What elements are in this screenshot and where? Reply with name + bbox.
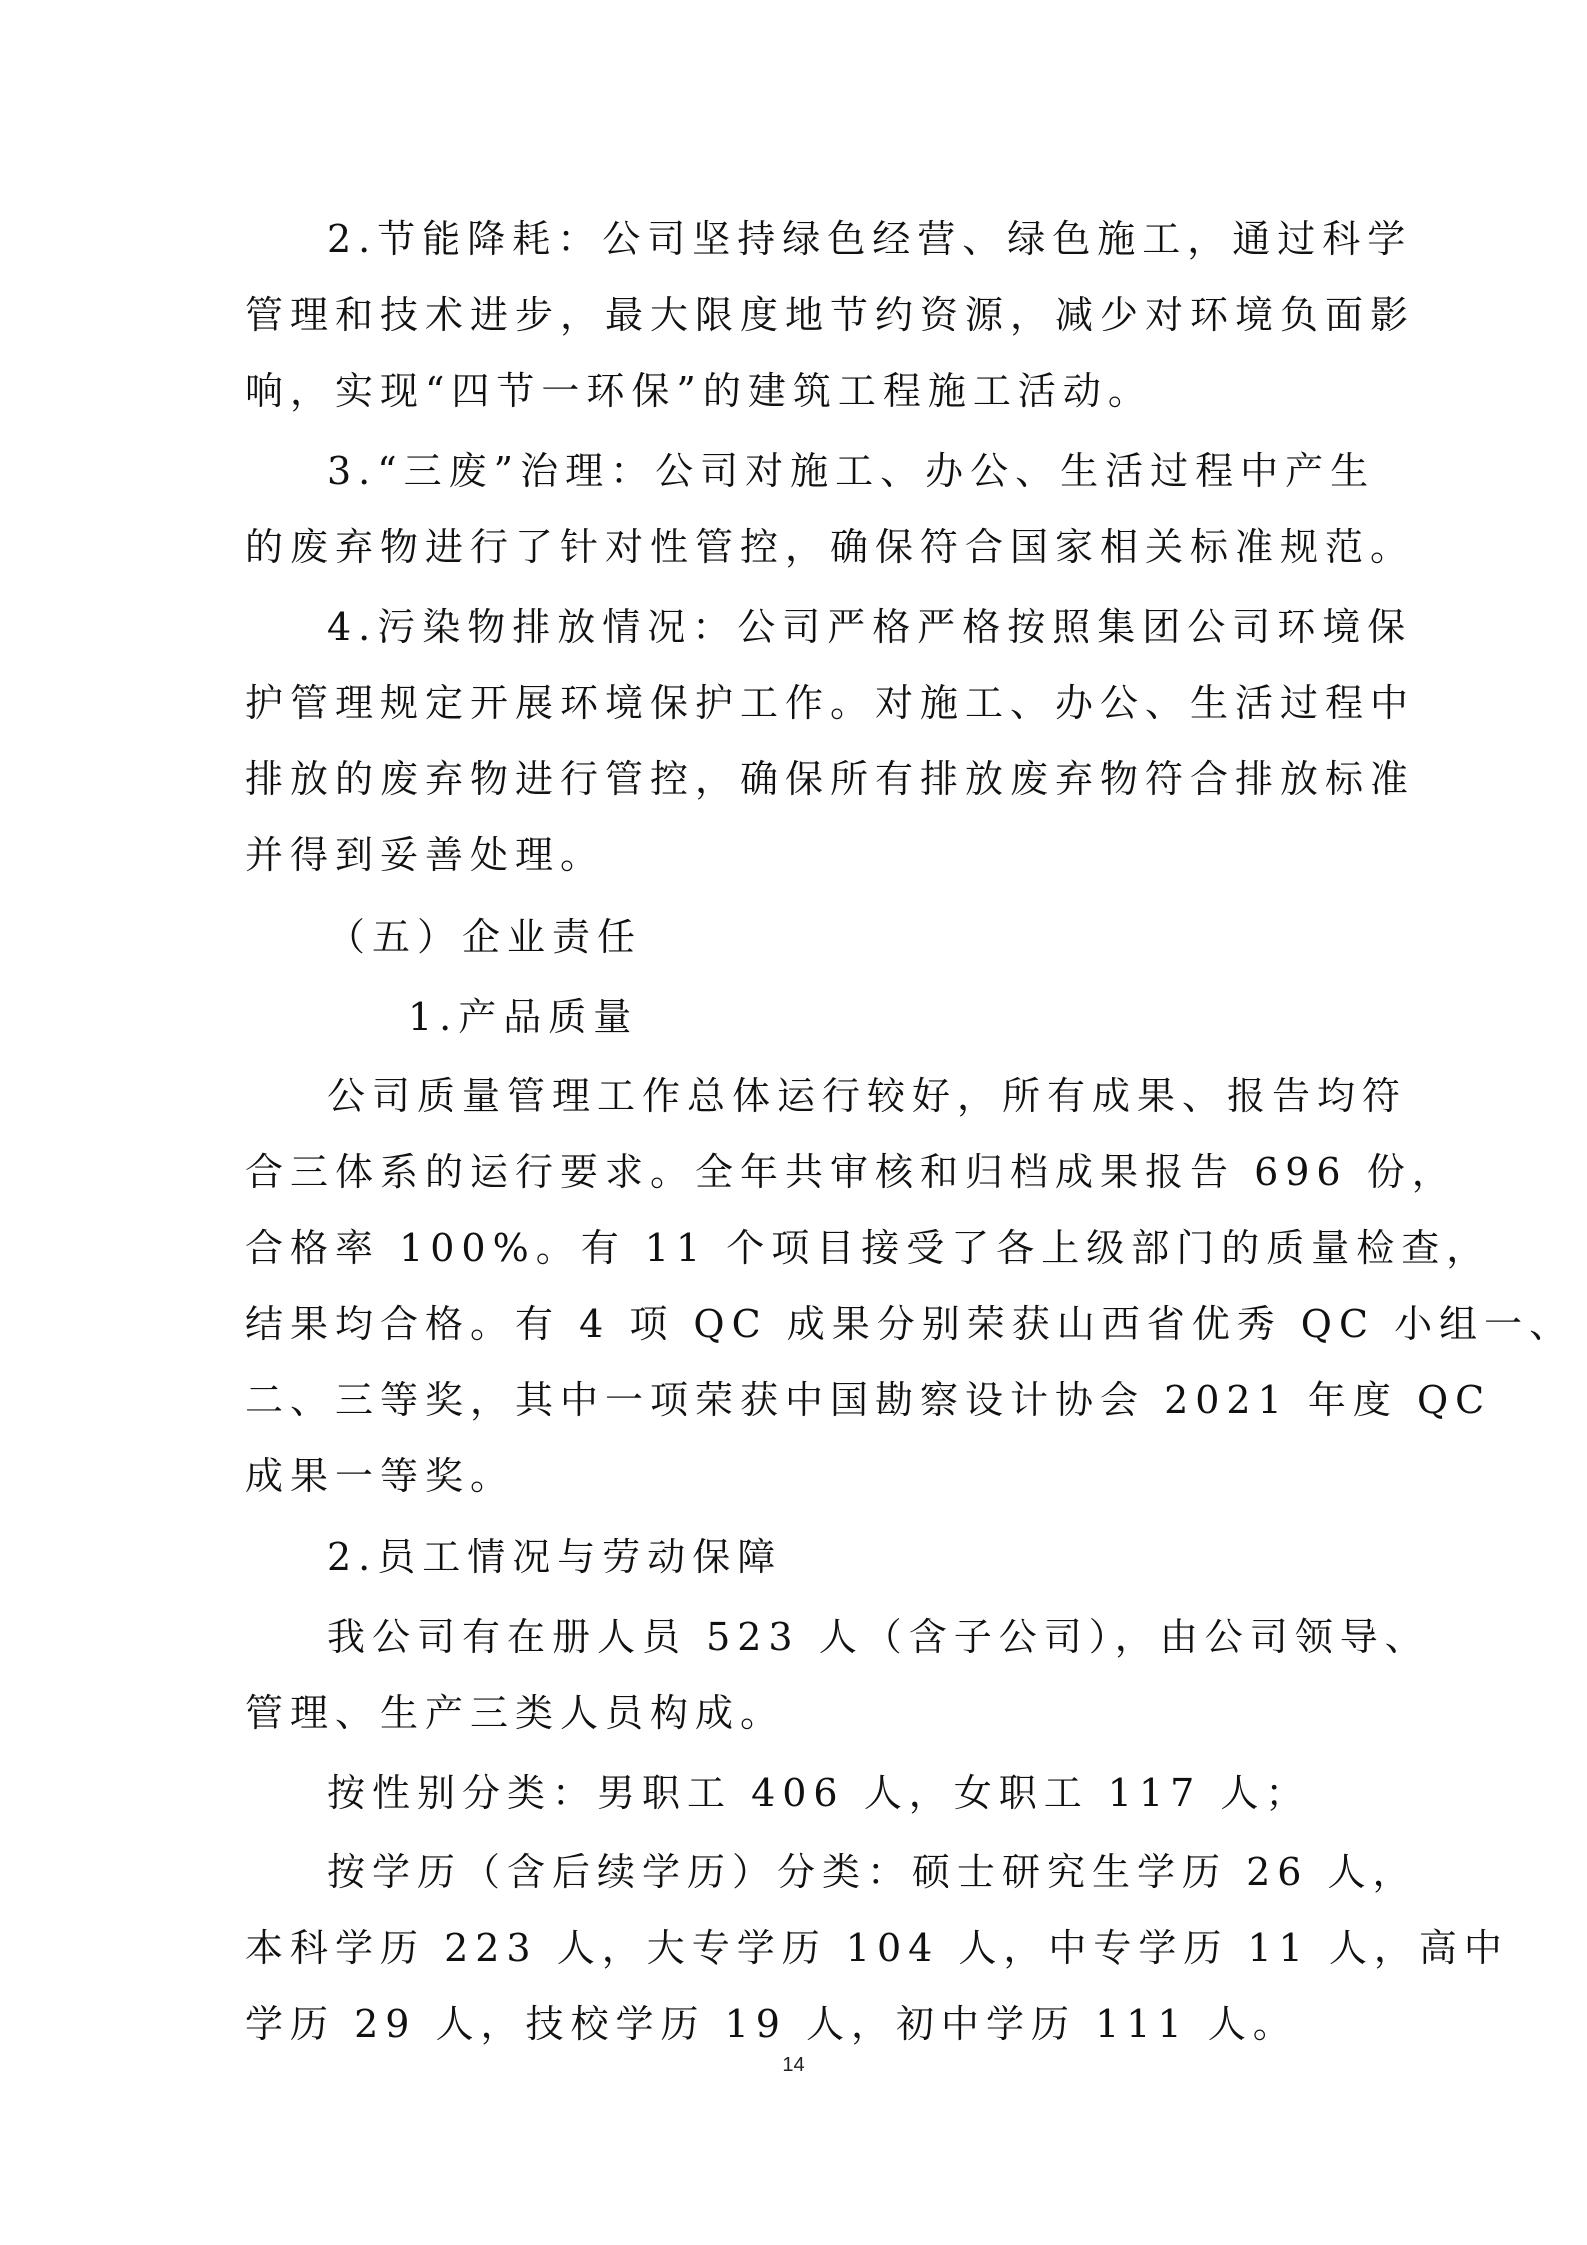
- paragraph-quality-line-1: 公司质量管理工作总体运行较好，所有成果、报告均符: [327, 1074, 1408, 1118]
- paragraph-quality-line-4: 结果均合格。有 4 项 QC 成果分别荣获山西省优秀 QC 小组一、: [245, 1302, 1575, 1346]
- section-heading-corporate-responsibility: （五）企业责任: [327, 915, 643, 959]
- paragraph-waste-line-1: 3.“三废”治理：公司对施工、办公、生活过程中产生: [327, 449, 1376, 493]
- paragraph-education-line-1: 按学历（含后续学历）分类：硕士研究生学历 26 人，: [327, 1850, 1418, 1894]
- paragraph-energy-line-2: 管理和技术进步，最大限度地节约资源，减少对环境负面影: [245, 293, 1416, 337]
- paragraph-energy-line-3: 响，实现“四节一环保”的建筑工程施工活动。: [245, 369, 1153, 413]
- paragraph-education-line-3: 学历 29 人，技校学历 19 人，初中学历 111 人。: [245, 2002, 1298, 2046]
- paragraph-gender-line: 按性别分类：男职工 406 人，女职工 117 人；: [327, 1771, 1311, 1815]
- paragraph-pollutant-line-3: 排放的废弃物进行管控，确保所有排放废弃物符合排放标准: [245, 757, 1416, 801]
- paragraph-quality-line-2: 合三体系的运行要求。全年共审核和归档成果报告 696 份，: [245, 1150, 1457, 1194]
- paragraph-employees-line-2: 管理、生产三类人员构成。: [245, 1691, 786, 1735]
- paragraph-education-line-2: 本科学历 223 人，大专学历 104 人，中专学历 11 人，高中: [245, 1926, 1509, 1970]
- paragraph-quality-line-3: 合格率 100%。有 11 个项目接受了各上级部门的质量检查，: [245, 1226, 1492, 1270]
- paragraph-quality-line-6: 成果一等奖。: [245, 1454, 516, 1498]
- paragraph-employees-line-1: 我公司有在册人员 523 人（含子公司），由公司领导、: [327, 1615, 1430, 1659]
- subheading-employees: 2.员工情况与劳动保障: [327, 1535, 783, 1579]
- paragraph-waste-line-2: 的废弃物进行了针对性管控，确保符合国家相关标准规范。: [245, 525, 1416, 569]
- subheading-product-quality: 1.产品质量: [408, 995, 639, 1039]
- paragraph-energy-line-1: 2.节能降耗：公司坚持绿色经营、绿色施工，通过科学: [327, 217, 1413, 261]
- paragraph-pollutant-line-4: 并得到妥善处理。: [245, 833, 606, 877]
- page-number: 14: [782, 2054, 805, 2076]
- paragraph-pollutant-line-2: 护管理规定开展环境保护工作。对施工、办公、生活过程中: [245, 681, 1416, 725]
- paragraph-quality-line-5: 二、三等奖，其中一项荣获中国勘察设计协会 2021 年度 QC: [245, 1378, 1492, 1422]
- paragraph-pollutant-line-1: 4.污染物排放情况：公司严格严格按照集团公司环境保: [327, 605, 1413, 649]
